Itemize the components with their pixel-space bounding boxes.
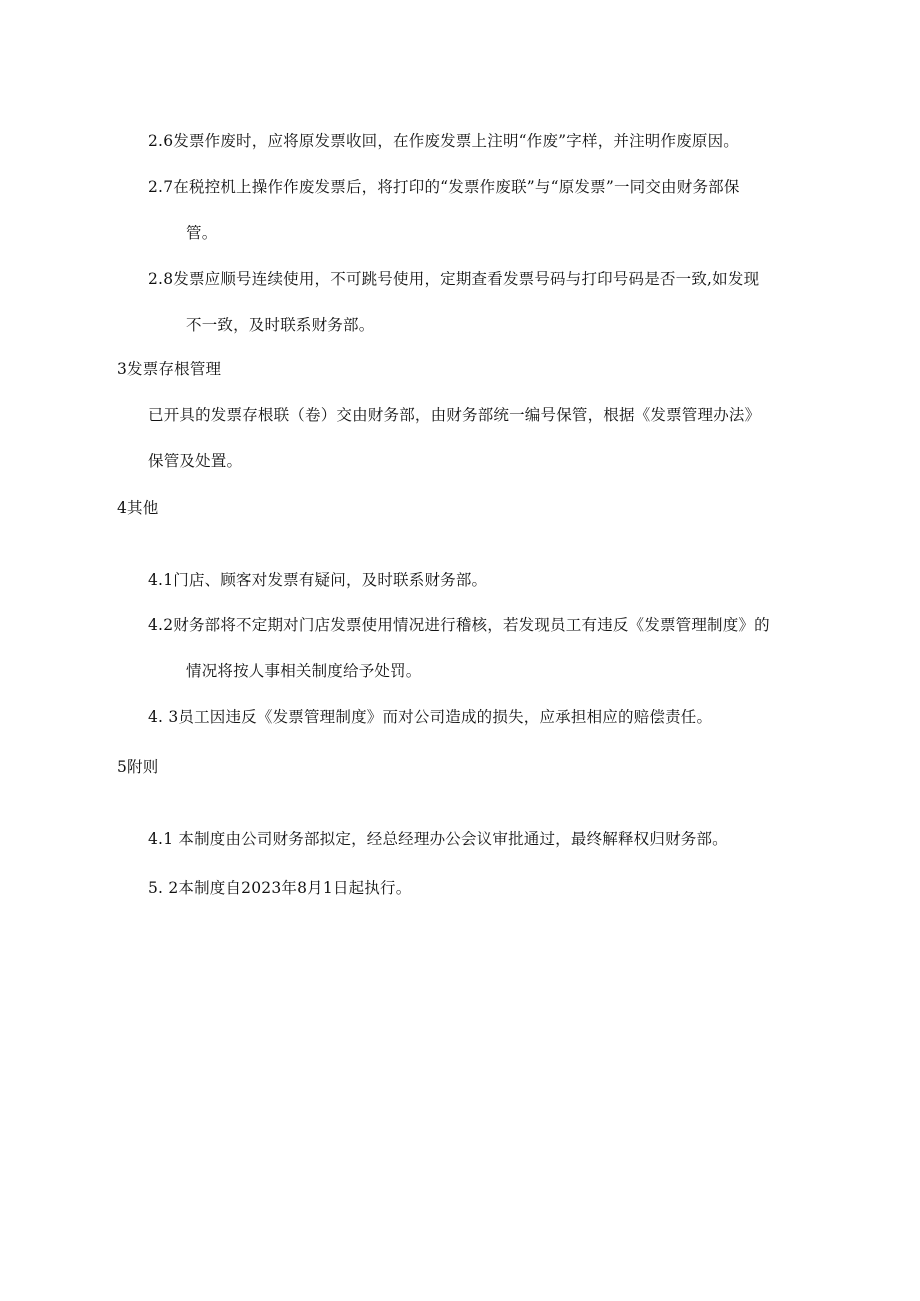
clause-2-7-continued: 管。: [186, 224, 218, 242]
clause-4-2: 4.2财务部将不定期对门店发票使用情况进行稽核，若发现员工有违反《发票管理制度》的: [148, 616, 770, 634]
section-5-heading: 5附则: [117, 758, 159, 776]
clause-4-2-continued: 情况将按人事相关制度给予处罚。: [186, 662, 422, 680]
section-3-body-continued: 保管及处置。: [148, 452, 243, 470]
clause-2-7: 2.7在税控机上操作作废发票后，将打印的“发票作废联”与“原发票”一同交由财务部保: [148, 178, 740, 196]
clause-4-1: 4.1门店、顾客对发票有疑问，及时联系财务部。: [148, 571, 488, 589]
clause-2-6: 2.6发票作废时，应将原发票收回，在作废发票上注明“作废”字样，并注明作废原因。: [148, 132, 740, 150]
clause-4-3: 4. 3员工因违反《发票管理制度》而对公司造成的损失，应承担相应的赔偿责任。: [148, 708, 713, 726]
clause-5-1: 4.1 本制度由公司财务部拟定，经总经理办公会议审批通过，最终解释权归财务部。: [148, 830, 728, 848]
section-4-heading: 4其他: [117, 499, 159, 517]
clause-5-2: 5. 2本制度自2023年8月1日起执行。: [148, 879, 412, 897]
clause-2-8-continued: 不一致，及时联系财务部。: [186, 316, 375, 334]
section-3-body: 已开具的发票存根联（卷）交由财务部，由财务部统一编号保管，根据《发票管理办法》: [148, 406, 761, 424]
clause-2-8: 2.8发票应顺号连续使用，不可跳号使用，定期查看发票号码与打印号码是否一致,如发现: [148, 270, 760, 288]
section-3-heading: 3发票存根管理: [117, 360, 222, 378]
